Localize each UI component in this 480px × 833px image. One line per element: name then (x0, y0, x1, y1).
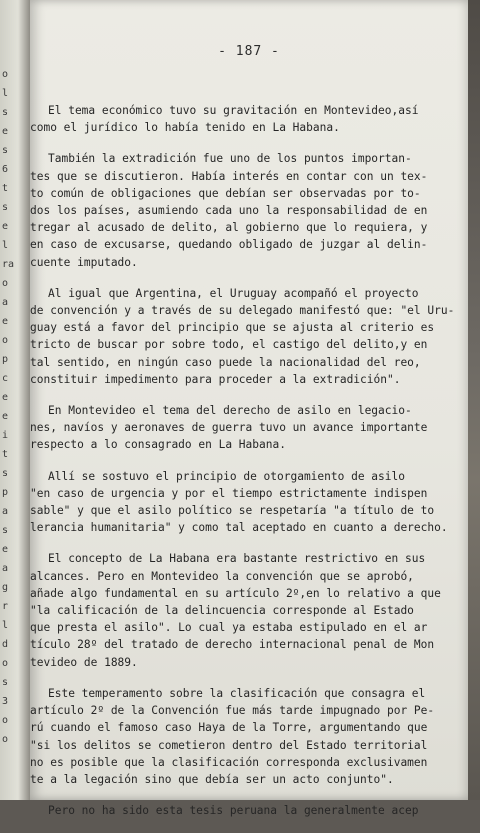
body-text (30, 102, 468, 833)
facing-page-fragment: t (2, 449, 9, 460)
text-line: Allí se sostuvo el principio de otorgamiento de asilo (48, 469, 405, 483)
text-line: en caso de excusarse, quedando obligado de juzgar al delin- (30, 238, 428, 252)
text-line: que presta el asilo". Lo cual ya estaba estipulado en el ar (30, 621, 428, 635)
facing-page-fragment: e (2, 221, 9, 232)
text-line: rú cuando el famoso caso Haya de la Torre, argumentando que (30, 721, 428, 735)
text-line: artículo 2º de la Convención fue más tarde impugnado por Pe- (30, 704, 435, 718)
text-line: Pero no ha sido esta tesis peruana la generalmente acep (48, 804, 419, 818)
text-line: tes que se discutieron. Había interés en contar con un tex- (30, 169, 428, 183)
book-background-edge (468, 0, 480, 800)
facing-page-fragment: t (2, 183, 9, 194)
text-line: El tema económico tuvo su gravitación en Montevideo,así (48, 104, 419, 117)
text-line: También la extradición fue uno de los puntos importan- (48, 152, 412, 166)
previous-page-edge (0, 0, 30, 800)
facing-page-fragment: r (2, 601, 9, 612)
paragraph-economic (30, 102, 468, 136)
text-line: cuente imputado. (30, 255, 138, 269)
text-line: tricto de buscar por sobre todo, el castigo del delito,y en (30, 338, 428, 352)
facing-page-fragment: o (2, 335, 9, 346)
facing-page-fragment: a (2, 297, 9, 308)
text-line: sable" y que el asilo político se respetaría "a título de to (30, 504, 435, 518)
text-line: "la calificación de la delincuencia corresponde al Estado (30, 604, 414, 618)
text-line: tregar al acusado de delito, al gobierno que lo requiera, y (30, 221, 428, 235)
facing-page-fragment: ra (2, 259, 15, 270)
facing-page-fragment: s (2, 145, 9, 156)
facing-page-fragment: s (2, 525, 9, 536)
facing-page-fragment: e (2, 411, 9, 422)
facing-page-fragment: o (2, 715, 9, 726)
facing-page-fragment: s (2, 202, 9, 213)
paragraph-temperament (30, 685, 468, 788)
paragraph-concept (30, 550, 468, 670)
facing-page-fragment: l (2, 620, 9, 631)
facing-page-fragment: e (2, 544, 9, 555)
page-number: - 187 - (218, 44, 280, 59)
facing-page-fragment: i (2, 430, 9, 441)
facing-page-fragment: s (2, 468, 9, 479)
facing-page-fragment: l (2, 240, 9, 251)
paragraph-extradition (30, 150, 468, 270)
text-line: alcances. Pero en Montevideo la convención que se aprobó, (30, 569, 414, 583)
facing-page-fragment: o (2, 278, 9, 289)
text-line: te a la legación sino que debía ser un acto conjunto". (30, 772, 394, 786)
book-page (30, 0, 468, 818)
facing-page-fragment: s (2, 107, 9, 118)
text-line: constituir impedimento para proceder a la extradición". (30, 372, 401, 386)
paragraph-uruguay (30, 285, 468, 388)
text-line: dos los países, asumiendo cada uno la responsabilidad de en (30, 204, 428, 218)
facing-page-fragment: o (2, 734, 9, 745)
facing-page-fragment: o (2, 69, 9, 80)
paragraph-thesis (30, 802, 468, 819)
facing-page-fragment: o (2, 658, 9, 669)
text-line: nes, navíos y aeronaves de guerra tuvo un avance importante (30, 421, 428, 435)
text-line: no es posible que la clasificación corresponda exclusivamen (30, 755, 428, 769)
text-line: tevideo de 1889. (30, 655, 138, 669)
facing-page-fragment: d (2, 639, 9, 650)
facing-page-fragment: e (2, 392, 9, 403)
facing-page-fragment: e (2, 126, 9, 137)
facing-page-fragment: p (2, 354, 9, 365)
paragraph-principle (30, 468, 468, 537)
text-line: "en caso de urgencia y por el tiempo estrictamente indispen (30, 486, 428, 500)
text-line: tal sentido, en ningún caso puede la nacionalidad del reo, (30, 355, 421, 369)
facing-page-fragment: a (2, 563, 9, 574)
facing-page-fragment: a (2, 506, 9, 517)
text-line: "si los delitos se cometieron dentro del Estado territorial (30, 738, 428, 752)
facing-page-fragment: s (2, 677, 9, 688)
facing-page-fragment: 3 (2, 696, 9, 707)
text-line: respecto a lo consagrado en La Habana. (30, 438, 286, 452)
text-line: En Montevideo el tema del derecho de asilo en legacio- (48, 404, 412, 418)
text-line: Al igual que Argentina, el Uruguay acompañó el proyecto (48, 286, 419, 300)
text-line: Este temperamento sobre la clasificación que consagra el (48, 686, 426, 700)
facing-page-fragment: 6 (2, 164, 9, 175)
text-line: to común de obligaciones que debían ser observadas por to- (30, 186, 421, 200)
text-line: añade algo fundamental en su artículo 2º,en lo relativo a que (30, 586, 441, 600)
facing-page-fragment: c (2, 373, 9, 384)
paragraph-asylum (30, 402, 468, 454)
text-line: como el jurídico lo había tenido en La Habana. (30, 121, 340, 135)
facing-page-fragment: g (2, 582, 9, 593)
text-line: El concepto de La Habana era bastante restrictivo en sus (48, 552, 426, 566)
facing-page-fragment: p (2, 487, 9, 498)
text-line: tículo 28º del tratado de derecho internacional penal de Mon (30, 638, 435, 652)
facing-page-fragment: e (2, 316, 9, 327)
facing-page-fragment: l (2, 88, 9, 99)
text-line: lerancia humanitaria" y como tal aceptado en cuanto a derecho. (30, 521, 448, 535)
text-line: de convención y a través de su delegado manifestó que: "el Uru- (30, 304, 455, 318)
text-line: guay está a favor del principio que se ajusta al criterio es (30, 321, 435, 335)
